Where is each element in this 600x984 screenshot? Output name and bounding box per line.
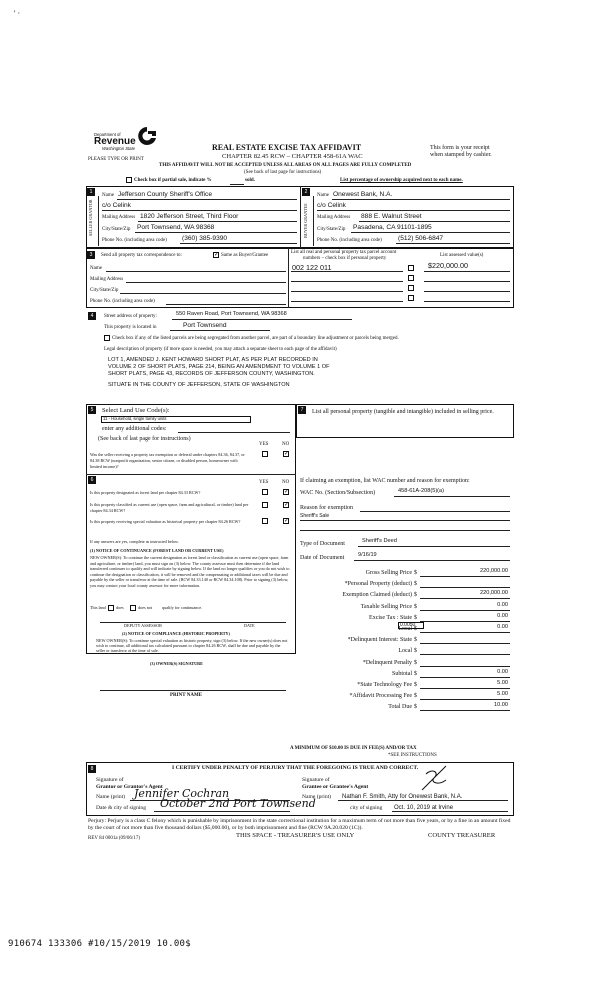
grantor-sig-label: Signature of: [96, 777, 124, 783]
section-2-number: 2: [302, 188, 310, 196]
seller-phone[interactable]: (360) 385-9390: [182, 235, 228, 242]
street-address-label: Street address of property:: [104, 314, 157, 319]
q2-text: Is this property designated as forest land per chapter 84.33 RCW?: [90, 490, 201, 495]
grantee-agent-label: Grantee or Grantee's Agent: [302, 784, 369, 790]
grantee-sig-label: Signature of: [302, 777, 330, 783]
personal-property-checkbox-2[interactable]: [408, 275, 414, 281]
tax-row-label: Total Due: [388, 704, 412, 710]
doc-type-label: Type of Document: [300, 541, 345, 547]
buyer-name-2[interactable]: c/o Celink: [317, 202, 346, 209]
buyer-name-label: Name: [317, 193, 329, 198]
notice-2-body: NEW OWNER(S): To continue special valuation as historic property, sign (3) below. If the new owner(s) does not wish to continue, all additional tax calculated pursuant to chapter 84.26 RCW, shall be due and payable by the seller or transferor at the time of sale.: [96, 638, 288, 654]
tax-row-value[interactable]: 0.00: [497, 669, 508, 675]
section-8-number: 8: [88, 765, 96, 773]
same-as-buyer-checkbox[interactable]: ✓: [214, 252, 220, 258]
tax-row-dollar: $: [414, 682, 417, 688]
no-header-1: NO: [282, 442, 290, 447]
minimum-due-note: A MINIMUM OF $10.00 IS DUE IN FEE(S) AND/OR TAX: [290, 746, 417, 751]
buyer-city[interactable]: Pasadena, CA 91101-1895: [353, 224, 432, 231]
certify-statement: I CERTIFY UNDER PENALTY OF PERJURY THAT THE FOREGOING IS TRUE AND CORRECT.: [172, 765, 419, 771]
tax-row-value[interactable]: 10.00: [494, 702, 508, 708]
grantee-signature-mark: [420, 764, 450, 792]
tax-row-label: *Delinquent Penalty: [362, 660, 412, 666]
notice-1-title: (1) NOTICE OF CONTINUANCE (FOREST LAND OR CURRENT USE): [90, 548, 224, 553]
buyer-mailing-label: Mailing Address: [317, 215, 351, 220]
dor-logo: [94, 126, 164, 154]
tax-row-value[interactable]: 0.00: [497, 602, 508, 608]
enter-codes-label: enter any additional codes:: [102, 426, 167, 432]
q1-text: Was the seller receiving a property tax exemption or deferral under chapters 84.36, 84.37, or 84.38 RCW (nonprofit organization, senior citizen, or disabled person, homeowner with limited income)?: [90, 452, 245, 469]
section-5-number: 5: [88, 406, 96, 414]
tax-row-label: Exemption Claimed (deduct): [342, 592, 412, 598]
tax-row-label: Gross Selling Price: [365, 570, 412, 576]
legal-line-4: SITUATE IN THE COUNTY OF JEFFERSON, STATE OF WASHINGTON: [108, 382, 290, 388]
tax-row-label: Local: [398, 626, 412, 632]
street-address[interactable]: 550 Raven Road, Port Townsend, WA 98368: [176, 311, 287, 317]
seller-city-label: City/State/Zip: [102, 227, 131, 232]
tax-row-label: Excise Tax : State: [369, 615, 412, 621]
q1-no-checkbox[interactable]: ✓: [284, 451, 290, 457]
assessed-header: List assessed value(s): [440, 253, 484, 258]
grantee-date-city[interactable]: Oct. 10, 2019 at Irvine: [394, 805, 454, 811]
segregated-checkbox[interactable]: [104, 335, 110, 341]
logo-line3: Washington State: [102, 146, 135, 151]
partial-sale-label: Check box if partial sale, indicate %: [134, 178, 212, 183]
logo-line1: Department of: [94, 132, 121, 137]
q2-no-checkbox[interactable]: ✓: [284, 489, 290, 495]
if-yes-note: If any answers are yes, complete as instructed below.: [90, 539, 179, 544]
located-city[interactable]: Port Townsend: [183, 322, 227, 329]
buyer-mailing[interactable]: 888 E. Walnut Street: [361, 213, 422, 220]
tax-row-label: *Personal Property (deduct): [344, 581, 412, 587]
form-title: REAL ESTATE EXCISE TAX AFFIDAVIT: [212, 143, 362, 152]
send-correspondence-label: Send all property tax correspondence to:: [101, 253, 182, 258]
personal-property-checkbox-1[interactable]: [408, 265, 414, 271]
land-use-label: Select Land Use Code(s):: [102, 407, 170, 414]
buyer-name[interactable]: Onewest Bank, N.A.: [333, 191, 393, 198]
tax-row-value[interactable]: 0.00: [497, 624, 508, 630]
grantor-date-label: Date & city of signing: [96, 805, 147, 811]
county-treasurer-label: COUNTY TREASURER: [428, 832, 496, 839]
tax-row-dollar: $: [414, 637, 417, 643]
section-7-number: 7: [298, 406, 306, 414]
tax-row-dollar: $: [414, 615, 417, 621]
q3-no-checkbox[interactable]: ✓: [284, 502, 290, 508]
tax-row-label: *Affidavit Processing Fee: [349, 693, 412, 699]
form-revision: REV 84 0001a (09/06/17): [88, 836, 140, 841]
land-use-value: 11 - Household, single family units: [103, 416, 167, 421]
legal-description-label: Legal description of property (if more space is needed, you may attach a separate sheet to each page of the affidavit): [104, 347, 337, 352]
seller-city[interactable]: Port Townsend, WA 98368: [137, 224, 215, 231]
print-name-label: PRINT NAME: [170, 693, 202, 698]
reason-value[interactable]: Sheriff's Sale: [300, 513, 330, 519]
doc-date-label: Date of Document: [300, 555, 345, 561]
q3-text: Is this property classified as current use (open space, farm and agricultural, or timber) land per chapter 84.34 RCW?: [90, 502, 249, 513]
no-header-2: NO: [282, 480, 290, 485]
tax-row-label: Local: [398, 648, 412, 654]
tax-row-label: Taxable Selling Price: [360, 604, 412, 610]
q2-yes-checkbox[interactable]: [262, 489, 268, 495]
tax-row-dollar: $: [414, 671, 417, 677]
grantor-agent-label: Grantor or Grantor's Agent: [96, 784, 163, 790]
seller-name-label: Name: [102, 193, 114, 198]
yes-header-2: YES: [259, 480, 269, 485]
personal-property-checkbox-4[interactable]: [408, 295, 414, 301]
s5-see-back: (See back of last page for instructions): [98, 436, 191, 442]
sold-label: sold.: [245, 178, 255, 183]
form-chapter: CHAPTER 82.45 RCW – CHAPTER 458-61A WAC: [222, 153, 363, 160]
section-1-number: 1: [87, 188, 95, 196]
buyer-side-label: BUYER GRANTEE: [303, 203, 308, 238]
tax-row-dollar: $: [414, 704, 417, 710]
parcel-header-2: numbers – check box if personal property: [303, 256, 387, 261]
reason-label: Reason for exemption: [300, 505, 353, 511]
notice-2-title: (2) NOTICE OF COMPLIANCE (HISTORIC PROPERTY): [122, 631, 230, 636]
owner-signature-label: (3) OWNER(S) SIGNATURE: [150, 661, 203, 666]
q4-text: Is this property receiving special valuation as historical property per chapter 84.26 RCW?: [90, 519, 241, 524]
seller-mailing[interactable]: 1820 Jefferson Street, Third Floor: [140, 213, 239, 220]
grantor-name-label: Name (print): [96, 794, 126, 800]
partial-sale-checkbox[interactable]: [126, 177, 132, 183]
perjury-notice: Perjury: Perjury is a class C felony which is punishable by imprisonment in the state correctional institution for a maximum term of not more than five years, or by a fine in an amount fixed by the court of not more than five thousand dollars ($5,000.00), or by both imprisonment and fine (RCW 9A.20.020 (1C)).: [88, 818, 511, 831]
seller-name-2[interactable]: c/o Celink: [102, 202, 131, 209]
assessor-date-label: DATE: [244, 623, 255, 628]
q1-yes-checkbox[interactable]: [262, 451, 268, 457]
q4-no-checkbox[interactable]: ✓: [284, 518, 290, 524]
not-accepted-notice: THIS AFFIDAVIT WILL NOT BE ACCEPTED UNLESS ALL AREAS ON ALL PAGES ARE FULLY COMPLETED: [159, 163, 412, 168]
legal-line-2: VOLUME 2 OF SHORT PLATS, PAGE 214, BEING AN AMENDMENT TO VOLUME 1 OF: [108, 364, 330, 370]
see-instructions-note: *SEE INSTRUCTIONS: [388, 753, 437, 758]
grantor-date-city[interactable]: October 2nd Port Townsend: [160, 797, 316, 810]
logo-line2: Revenue: [94, 136, 136, 147]
grantee-city-label: city of signing: [350, 805, 383, 811]
this-land-label: This land: [90, 605, 106, 610]
doc-type[interactable]: Sheriff's Deed: [362, 538, 397, 544]
seller-mailing-label: Mailing Address: [102, 215, 136, 220]
tax-row-label: Subtotal: [391, 671, 412, 677]
section-4-number: 4: [88, 312, 96, 320]
notice-1-body: NEW OWNER(S): To continue the current designation as forest land or classification as current use (open space, farm and agriculture, or timber) land, you must sign on (3) below. The county assessor must then determine if the land transferred continues to qualify and will indicate by signing below. If the land no longer qualifies or you do not wish to continue the designation or classification, it will be removed and the compensating or additional taxes will be due and payable by the seller or transferor at the time of sale. (RCW 84.33.140 or RCW 84.34.108). Prior to signing (3) below, you may contact your local county assessor for more information.: [90, 555, 290, 588]
receipt-note-1: This form is your receipt: [430, 145, 490, 151]
does-not-label: does not: [138, 605, 153, 610]
assessed-value[interactable]: $220,000.00: [428, 261, 468, 270]
tax-row-value[interactable]: 5.00: [497, 680, 508, 686]
exemption-label: If claiming an exemption, list WAC number and reason for exemption:: [300, 478, 470, 484]
s3-mailing-label: Mailing Address: [90, 277, 124, 282]
tax-row-dollar: $: [414, 648, 417, 654]
s3-name-label: Name: [90, 266, 102, 271]
seller-phone-label: Phone No. (including area code): [102, 238, 167, 243]
does-checkbox[interactable]: [108, 605, 114, 611]
legal-line-3: SHORT PLATS, PAGE 43, RECORDS OF JEFFERSON COUNTY, WASHINGTON.: [108, 371, 315, 377]
does-not-checkbox[interactable]: [130, 605, 136, 611]
s3-phone-label: Phone No. (including area code): [90, 299, 155, 304]
legal-line-1: LOT 1, AMENDED J. KENT HOWARD SHORT PLAT, AS PER PLAT RECORDED IN: [108, 357, 318, 363]
does-label: does: [116, 605, 124, 610]
list-percentage-note: List percentage of ownership acquired next to each name.: [340, 178, 463, 183]
tax-row-value[interactable]: 220,000.00: [480, 590, 508, 596]
see-back-header: (See back of last page for instructions): [244, 170, 322, 175]
buyer-phone[interactable]: (512) 506-6847: [398, 235, 444, 242]
tax-row-dollar: $: [414, 570, 417, 576]
tax-row-dollar: $: [414, 626, 417, 632]
section-3-number: 3: [87, 251, 95, 259]
segregated-label: Check box if any of the listed parcels are being segregated from another parcel, are part of a boundary line adjustment or parcels being merged.: [112, 336, 399, 341]
tax-row-value[interactable]: 0.00: [497, 613, 508, 619]
q3-yes-checkbox[interactable]: [262, 502, 268, 508]
wac-number[interactable]: 458-61A-208(5)(a): [398, 488, 445, 494]
same-as-buyer-label: Same as Buyer/Grantee: [221, 253, 269, 258]
grantor-name[interactable]: Jennifer Cochran: [134, 787, 230, 800]
seller-side-label: SELLER GRANTOR: [88, 199, 93, 236]
seller-name[interactable]: Jefferson County Sheriff's Office: [118, 191, 212, 198]
located-label: This property is located in: [104, 325, 157, 330]
grantee-name-label: Name (print): [302, 794, 332, 800]
tax-row-dollar: $: [414, 604, 417, 610]
s3-city-label: City/State/Zip: [90, 288, 119, 293]
tax-row-value[interactable]: 5.00: [497, 691, 508, 697]
parcel-number[interactable]: 002 122 011: [292, 263, 332, 272]
treasurer-stamp: 910674 133306 #10/15/2019 10.00$: [8, 939, 191, 949]
doc-date[interactable]: 9/16/19: [358, 552, 377, 558]
tax-row-value[interactable]: 220,000.00: [480, 568, 508, 574]
tax-row-dollar: $: [414, 592, 417, 598]
qualify-label: qualify for continuance.: [162, 605, 203, 610]
deputy-assessor-label: DEPUTY ASSESSOR: [124, 623, 162, 628]
receipt-note-2: when stamped by cashier.: [430, 152, 492, 158]
tax-row-dollar: $: [414, 693, 417, 699]
personal-property-list-label: List all personal property (tangible and intangible) included in selling price.: [312, 409, 494, 415]
please-type: PLEASE TYPE OR PRINT: [88, 157, 144, 162]
wac-label: WAC No. (Section/Subsection): [300, 490, 376, 496]
yes-header-1: YES: [259, 442, 269, 447]
personal-property-checkbox-3[interactable]: [408, 285, 414, 291]
grantee-name[interactable]: Nathan F. Smith, Atty for Onewest Bank, N.A.: [342, 794, 463, 800]
tax-row-dollar: $: [414, 660, 417, 666]
parcel-header-1: List all real and personal property tax parcel account: [291, 250, 397, 255]
q4-yes-checkbox[interactable]: [262, 518, 268, 524]
dor-logo-icon: [136, 126, 158, 146]
section-6-number: 6: [88, 476, 96, 484]
treasurer-use-label: THIS SPACE - TREASURER'S USE ONLY: [236, 832, 355, 839]
local-rate: 0.0050: [400, 622, 416, 628]
tax-row-dollar: $: [414, 581, 417, 587]
tax-row-label: *State Technology Fee: [357, 682, 412, 688]
buyer-phone-label: Phone No. (including area code): [317, 238, 382, 243]
tax-row-label: *Delinquent Interest: State: [347, 637, 412, 643]
scan-speck: ' ·: [14, 9, 21, 18]
buyer-city-label: City/State/Zip: [317, 227, 346, 232]
